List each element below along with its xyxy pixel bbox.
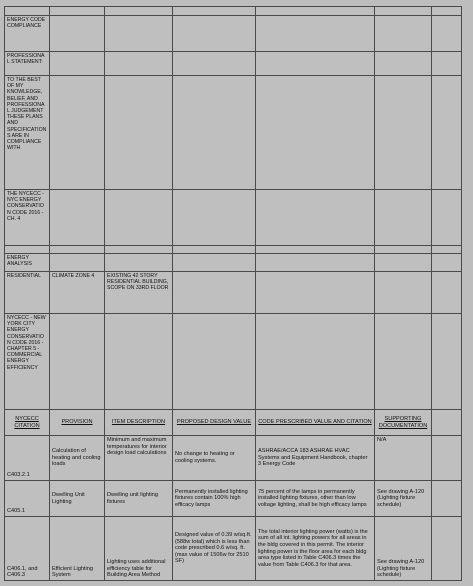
row-documentation: See drawing A-120 (Lighting fixture schedule) [375,481,432,517]
header-description: ITEM DESCRIPTION [105,410,173,436]
row-documentation: N/A [375,436,432,481]
professional-statement-label: PROFESSIONAL STATEMENT: [5,52,50,76]
row-provision: Efficient Lighting System [50,517,105,581]
professional-statement-text: TO THE BEST OF MY KNOWLEDGE, BELIEF, AND PROFESSIONAL JUDGEMENT THESE PLANS AND SPECIFICATIONS ARE IN COMPLIANCE WITH [5,76,50,190]
row-proposed: Permanently installed lighting fixtures contain 100% high efficacy lamps [173,481,256,517]
row-documentation: See drawing A-120 (Lighting fixture schedule) [375,517,432,581]
table-row [5,16,462,52]
table-row [5,190,462,246]
table-row [5,246,462,254]
header-prescribed-value: CODE PRESCRIBED VALUE AND CITATION [256,410,375,436]
energy-code-compliance-label: ENERGY CODE COMPLIANCE [5,16,50,52]
code-reference: THE NYCECC - NYC ENERGY CONSERVATION CODE 2016 - CH. 4 [5,190,50,246]
header-documentation: SUPPORTING DOCUMENTATION [375,410,432,436]
table-row [5,436,462,481]
climate-zone-label: CLIMATE ZONE 4 [50,272,105,314]
row-citation: C405.1 [5,481,50,517]
existing-building-label: EXISTING 42 STORY RESIDENTIAL BUILDING, SCOPE ON 33RD FLOOR [105,272,173,314]
row-description: Dwelling unit lighting fixtures [105,481,173,517]
residential-label: RESIDENTIAL [5,272,50,314]
row-provision: Dwelling Unit Lighting [50,481,105,517]
table-header-row [5,410,462,436]
header-citation: NYCECC CITATION [5,410,50,436]
row-proposed: Designed value of 0.39 w/sq.ft. (588w total) which is less than code prescribed 0.6 w/sq. ft. (max value of 1506w for 2510 SF) [173,517,256,581]
energy-compliance-table [4,6,462,581]
header-provision: PROVISION [50,410,105,436]
chapter-reference: NYCECC - NEW YORK CITY ENERGY CONSERVATION CODE 2016 - CHAPTER 5 - COMMERCIAL ENERGY EFFICIENCY [5,314,50,410]
table-row [5,481,462,517]
row-prescribed: ASHRAE/ACCA 183 ASHRAE HVAC Systems and Equipment Handbook, chapter 3 Energy Code [256,436,375,481]
row-citation: C406.1, and C406.3 [5,517,50,581]
row-prescribed: The total interior lighting power (watts) is the sum of all int. lighting powers for all areas in the bldg covered in this permit. The interior lighting power is the floor area for each bldg area type listed in Table C406.3 times the value from Table C406.3 for that area. [256,517,375,581]
row-prescribed: 75 percent of the lamps in permanently installed lighting fixtures, other than low voltage lighting, shall be high efficacy lamps [256,481,375,517]
table-row [5,76,462,190]
document-sheet [4,6,461,582]
row-proposed: No change to heating or cooling systems. [173,436,256,481]
header-proposed-value: PROPOSED DESIGN VALUE [173,410,256,436]
table-row [5,314,462,410]
table-row [5,7,462,16]
row-description: Lighting uses additional efficiency table for Building Area Method [105,517,173,581]
energy-analysis-label: ENERGY ANALYSIS [5,254,50,272]
table-row [5,254,462,272]
row-description: Minimum and maximum temperatures for interior design load calculations [105,436,173,481]
row-citation: C403.2.1 [5,436,50,481]
table-row [5,52,462,76]
table-row [5,272,462,314]
row-provision: Calculation of heating and cooling loads [50,436,105,481]
table-row [5,517,462,581]
